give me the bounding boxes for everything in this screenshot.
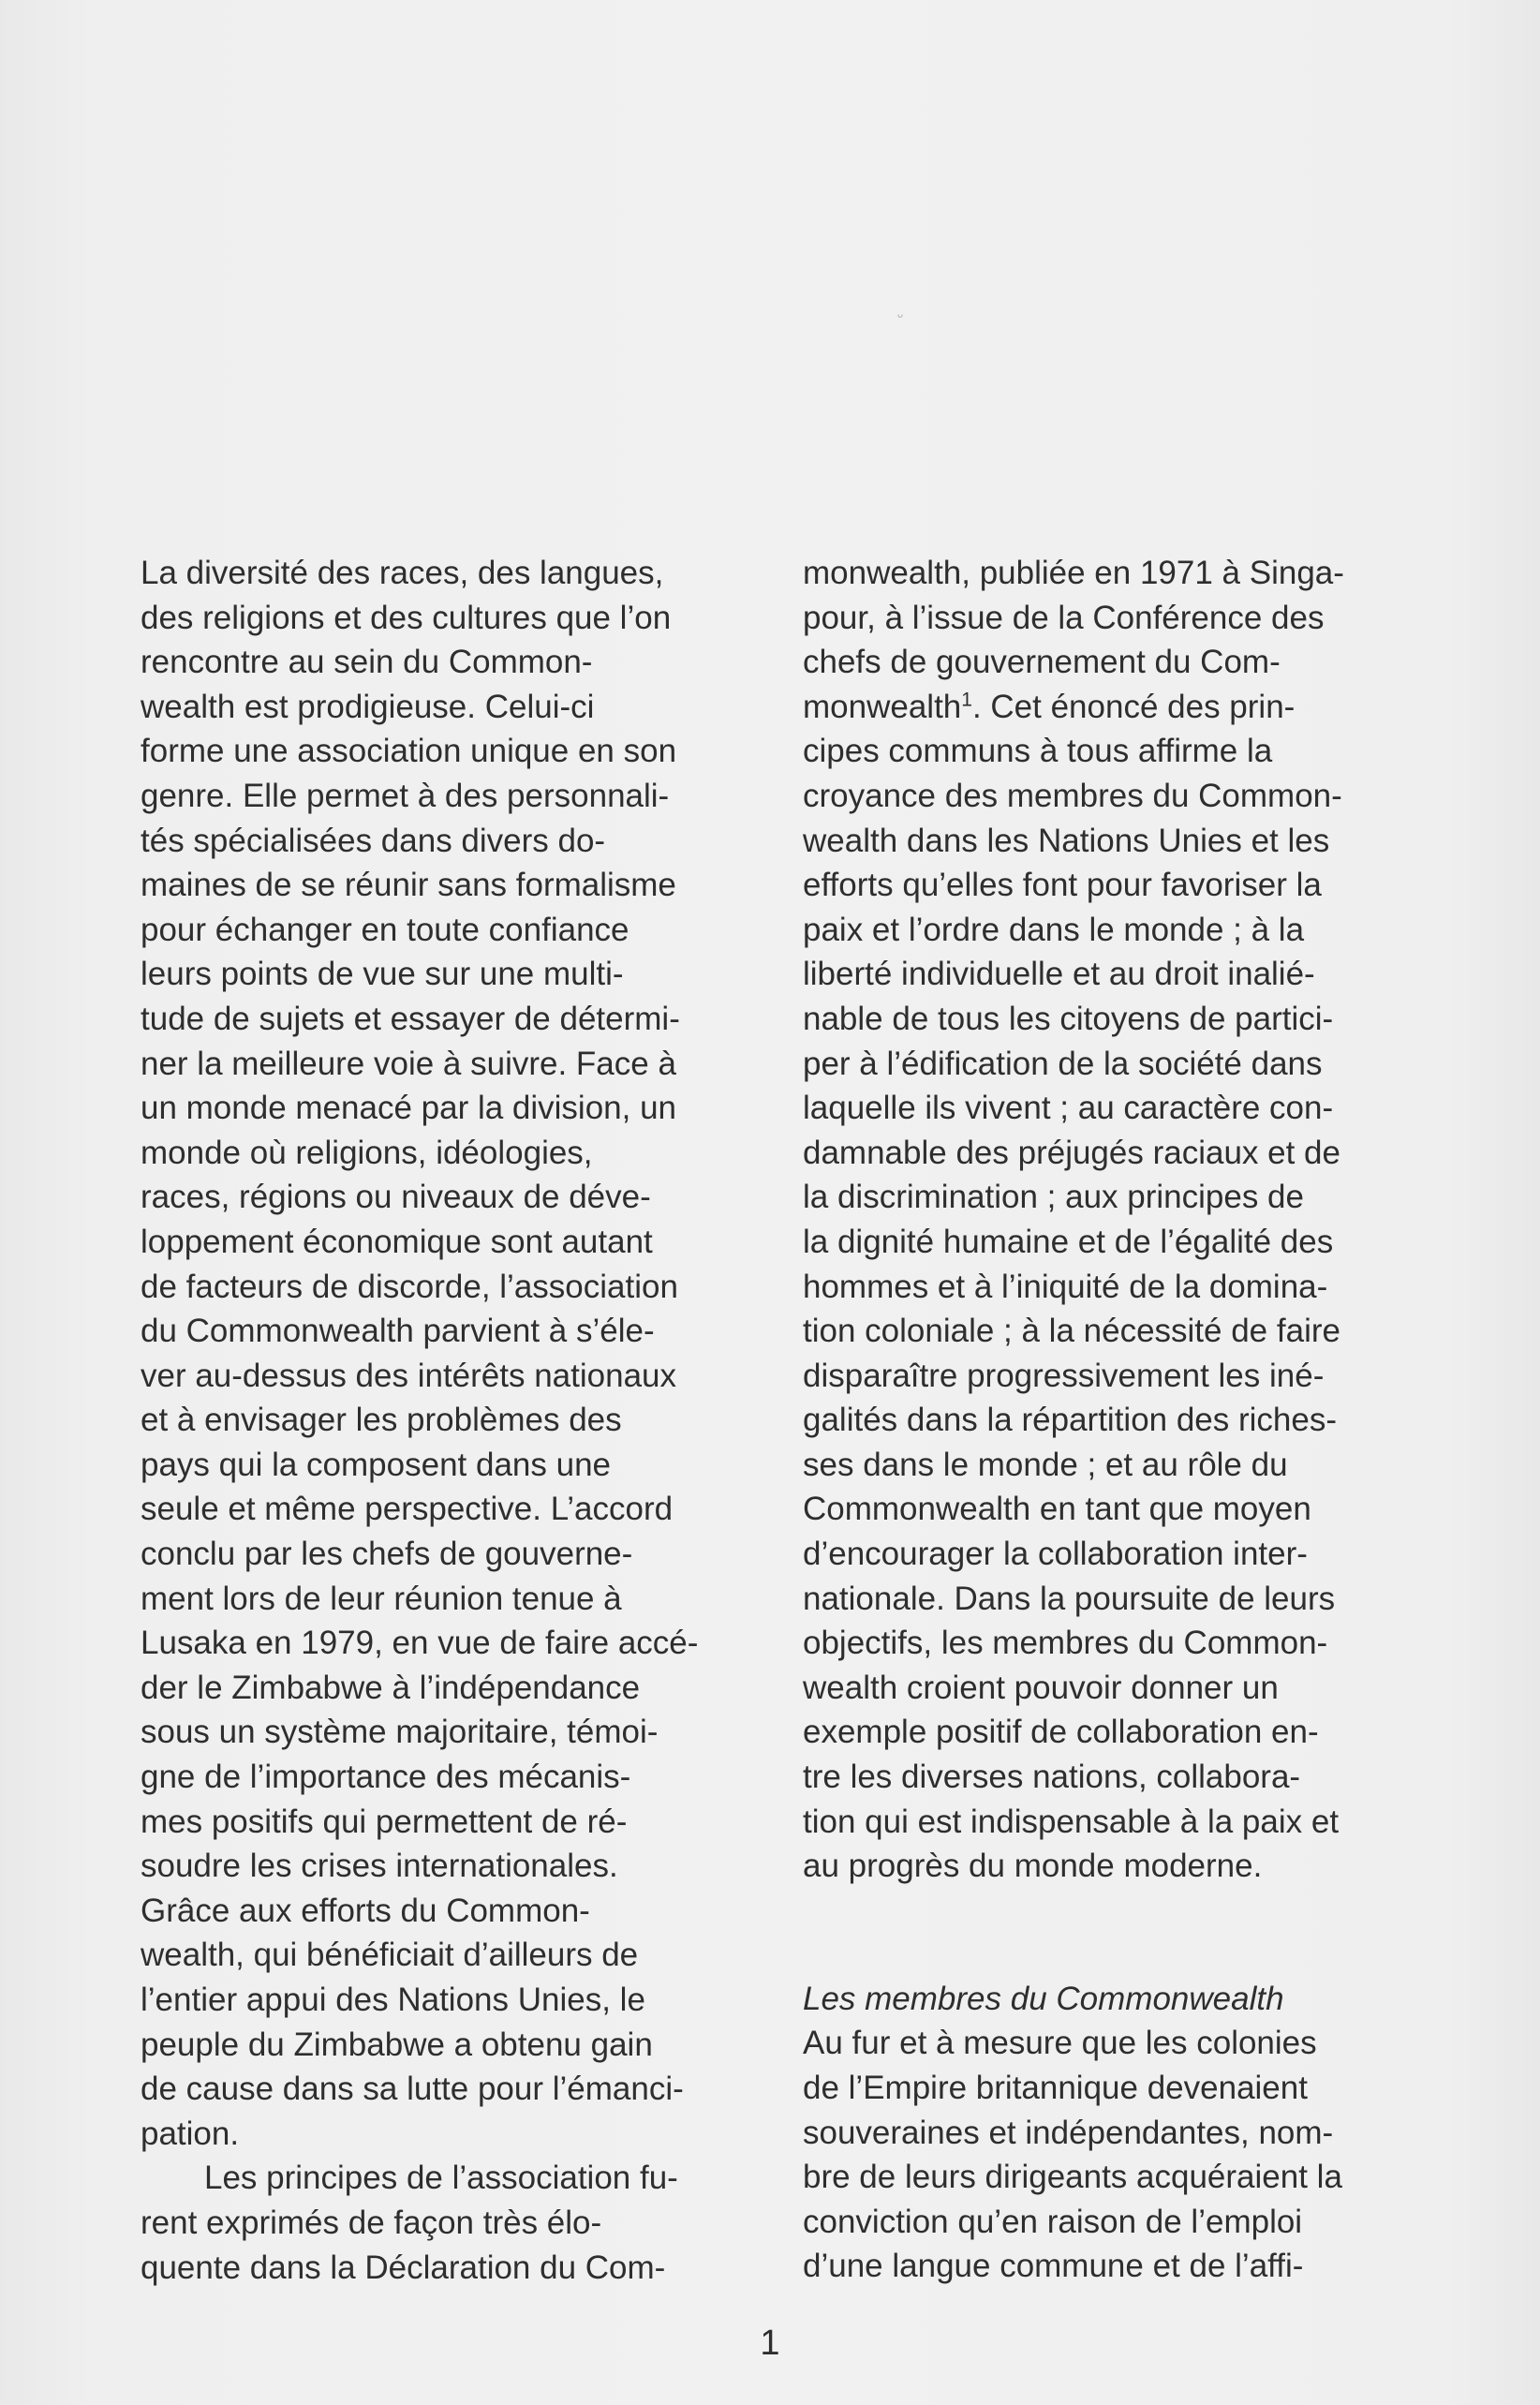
text-line: loppement économique sont autant [141,1223,653,1260]
text-line: mes positifs qui permettent de ré- [141,1803,628,1840]
paragraph-declaration-start [803,551,1440,685]
text-line: ment lors de leur réunion tenue à [141,1580,622,1617]
text-line: pour, à l’issue de la Conférence des [803,599,1325,636]
text-line: pation. [141,2115,240,2152]
text-line: des religions et des cultures que l’on [141,599,672,636]
text-line: chefs de gouvernement du Com- [803,644,1281,681]
text-line: de l’Empire britannique devenaient [803,2070,1308,2106]
text-line: bre de leurs dirigeants acquéraient la [803,2159,1342,2196]
text-line: la discrimination ; aux principes de [803,1179,1304,1216]
text-line: d’une langue commune et de l’affi- [803,2248,1304,2285]
text-line: hommes et à l’iniquité de la domina- [803,1268,1328,1305]
text-line: maines de se réunir sans formalisme [141,867,676,904]
text-line: tion qui est indispensable à la paix et [803,1803,1340,1840]
text-line: la dignité humaine et de l’égalité des [803,1223,1334,1260]
text-line: quente dans la Déclaration du Com- [141,2249,666,2286]
text-line: de facteurs de discorde, l’association [141,1268,678,1305]
text-line: disparaître progressivement les iné- [803,1357,1325,1394]
text-line: damnable des préjugés raciaux et de [803,1134,1340,1171]
text-line: forme une association unique en son [141,733,677,770]
text-line: Les principes de l’association fu- [204,2160,678,2197]
footnote-marker: 1 [961,689,972,711]
text-line: nable de tous les citoyens de partici- [803,1000,1334,1037]
footnote-line-after: . Cet énoncé des prin- [971,688,1296,725]
text-line: gne de l’importance des mécanis- [141,1759,631,1796]
text-line: La diversité des races, des langues, [141,555,664,591]
text-line: tion coloniale ; à la nécessité de faire [803,1313,1340,1350]
text-line: peuple du Zimbabwe a obtenu gain [141,2026,653,2063]
text-line: efforts qu’elles font pour favoriser la [803,867,1322,904]
text-line: Grâce aux efforts du Common- [141,1892,590,1929]
text-line: monde où religions, idéologies, [141,1134,593,1171]
text-line: der le Zimbabwe à l’indépendance [141,1669,641,1706]
text-line: conclu par les chefs de gouverne- [141,1536,633,1573]
text-line: per à l’édification de la société dans [803,1045,1323,1082]
text-line: exemple positif de collaboration en- [803,1714,1319,1751]
text-line: seule et même perspective. L’accord [141,1491,674,1528]
text-line: du Commonwealth parvient à s’éle- [141,1313,655,1350]
section-heading: Les membres du Commonwealth [803,1980,1284,2017]
paragraph-diversity [141,551,777,2156]
text-line: soudre les crises internationales. [141,1848,618,1885]
section-spacer [803,1889,1440,1977]
text-line: nationale. Dans la poursuite de leurs [803,1580,1336,1617]
text-line: un monde menacé par la division, un [141,1090,677,1127]
text-line: objectifs, les membres du Common- [803,1625,1328,1662]
text-line: rencontre au sein du Common- [141,644,593,681]
text-line: pour échanger en toute confiance [141,911,629,948]
text-line: et à envisager les problèmes des [141,1402,622,1439]
text-line: leurs points de vue sur une multi- [141,956,624,993]
text-line: pays qui la composent dans une [141,1446,611,1483]
text-line: tre les diverses nations, collabora- [803,1759,1301,1796]
text-line: Lusaka en 1979, en vue de faire accé- [141,1625,699,1662]
text-line: ses dans le monde ; et au rôle du [803,1446,1288,1483]
text-line: wealth croient pouvoir donner un [803,1669,1279,1706]
text-line: sous un système majoritaire, témoi- [141,1714,659,1751]
text-line: wealth dans les Nations Unies et les [803,822,1330,859]
text-line: cipes communs à tous affirme la [803,733,1273,770]
paper-mark: ᵕ [897,309,904,325]
text-line: wealth, qui bénéficiait d’ailleurs de [141,1937,639,1974]
text-line: tés spécialisées dans divers do- [141,822,606,859]
text-line: au progrès du monde moderne. [803,1848,1263,1885]
text-line: laquelle ils vivent ; au caractère con- [803,1090,1334,1127]
footnote-line-text: monwealth [803,688,962,725]
text-line: Commonwealth en tant que moyen [803,1491,1311,1528]
paragraph-declaration-rest [803,729,1440,1888]
text-line: ner la meilleure voie à suivre. Face à [141,1045,676,1082]
paragraph-members [803,2021,1440,2289]
paragraph-principles [141,2156,777,2290]
text-line: monwealth, publiée en 1971 à Singa- [803,555,1344,591]
text-line: Au fur et à mesure que les colonies [803,2025,1317,2062]
text-line: de cause dans sa lutte pour l’émanci- [141,2071,684,2108]
text-line: l’entier appui des Nations Unies, le [141,1982,645,2018]
text-line: croyance des membres du Common- [803,777,1342,814]
page-number: 1 [760,2323,780,2363]
text-line: wealth est prodigieuse. Celui-ci [141,688,595,725]
text-line: tude de sujets et essayer de détermi- [141,1000,680,1037]
text-line: paix et l’ordre dans le monde ; à la [803,911,1305,948]
text-line: ver au-dessus des intérêts nationaux [141,1357,676,1394]
footnote-line [803,685,1440,730]
text-line: d’encourager la collaboration inter- [803,1536,1308,1573]
text-line: rent exprimés de façon très élo- [141,2204,602,2241]
text-line: genre. Elle permet à des personnali- [141,777,670,814]
text-line: liberté individuelle et au droit inalié- [803,956,1315,993]
left-column [141,551,777,2290]
text-line: races, régions ou niveaux de déve- [141,1179,651,1216]
text-line: conviction qu’en raison de l’emploi [803,2203,1303,2240]
text-line: galités dans la répartition des riches- [803,1402,1338,1439]
text-line: souveraines et indépendantes, nom- [803,2114,1334,2151]
right-column [803,551,1440,2289]
